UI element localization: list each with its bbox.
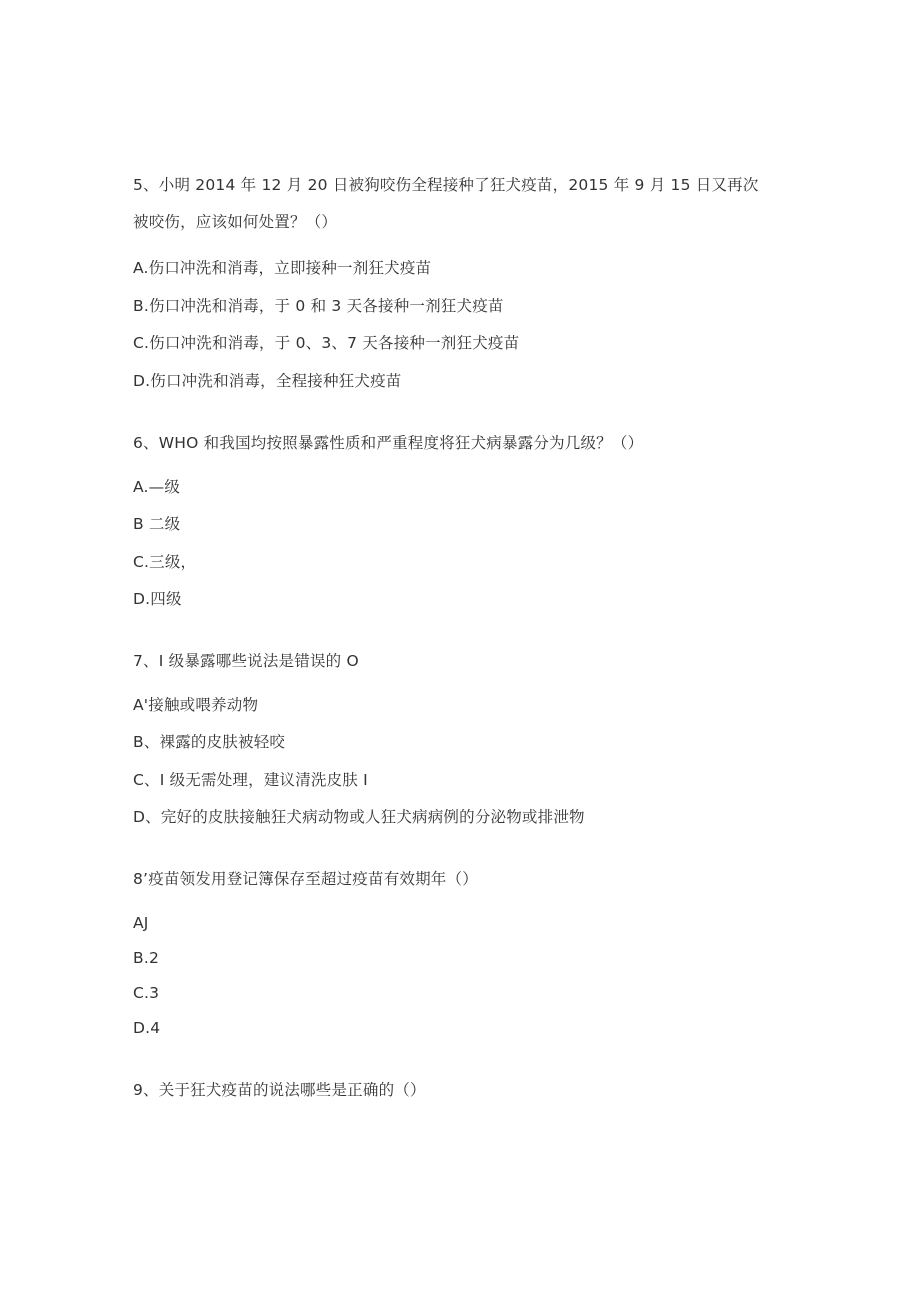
question-8-option-a: AJ [133,914,149,932]
question-6-option-b: B 二级 [133,515,181,533]
question-6-option-c: C.三级， [133,553,197,571]
question-7-option-d: D、完好的皮肤接触狂犬病动物或人狂犬病病例的分泌物或排泄物 [133,808,585,826]
question-8-option-b: B.2 [133,949,160,967]
question-8-option-d: D.4 [133,1019,161,1037]
question-9-line-1: 9、关于狂犬疫苗的说法哪些是正确的（） [133,1081,426,1099]
question-7-line-1: 7、I 级暴露哪些说法是错误的 O [133,652,359,670]
question-6-line-1: 6、WHO 和我国均按照暴露性质和严重程度将狂犬病暴露分为几级？（） [133,434,644,452]
question-7-option-a: A'接触或喂养动物 [133,696,259,714]
question-8-option-c: C.3 [133,984,160,1002]
question-7-option-c: C、I 级无需处理，建议清洗皮肤 I [133,771,368,789]
question-7-option-b: B、裸露的皮肤被轻咬 [133,733,286,751]
question-5-option-b: B.伤口冲洗和消毒，于 0 和 3 天各接种一剂狂犬疫苗 [133,297,504,315]
question-8-line-1: 8’疫苗领发用登记簿保存至超过疫苗有效期年（） [133,870,478,888]
question-5-option-d: D.伤口冲洗和消毒，全程接种狂犬疫苗 [133,372,402,390]
question-6-option-d: D.四级 [133,590,182,608]
question-6-option-a: A.—级 [133,478,181,496]
question-5-option-c: C.伤口冲洗和消毒，于 0、3、7 天各接种一剂狂犬疫苗 [133,334,520,352]
question-5-line-2: 被咬伤，应该如何处置？（） [133,213,338,231]
question-5-option-a: A.伤口冲洗和消毒，立即接种一剂狂犬疫苗 [133,259,432,277]
question-5-line-1: 5、小明 2014 年 12 月 20 日被狗咬伤全程接种了狂犬疫苗，2015 年 9 月 15 日又再次 [133,176,759,194]
